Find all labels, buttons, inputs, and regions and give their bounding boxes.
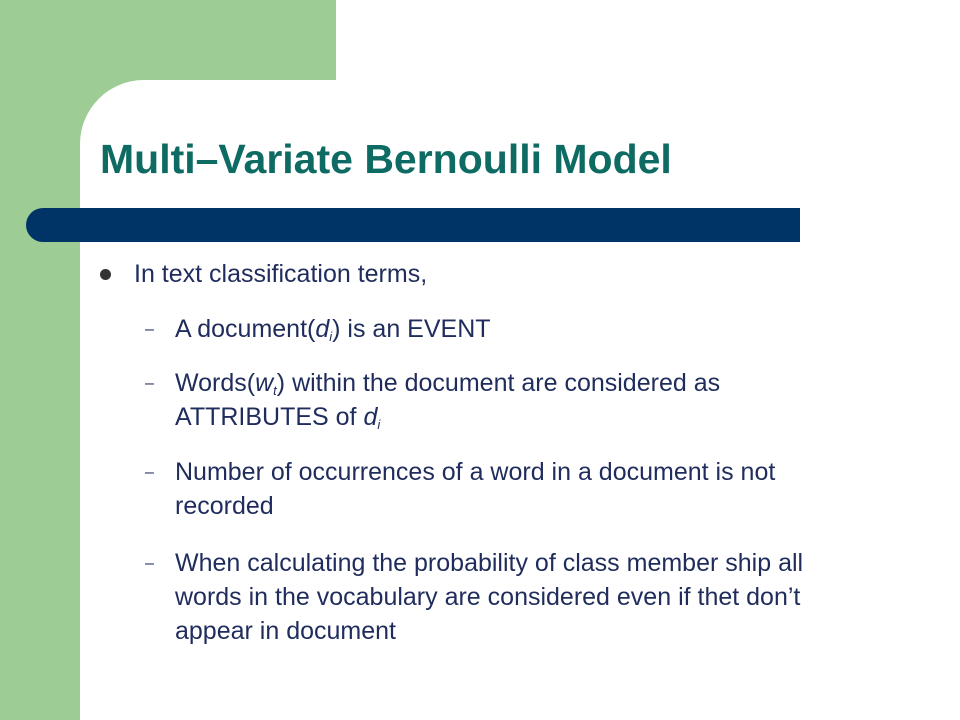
math-variable: w — [255, 369, 274, 397]
math-variable: d — [315, 315, 330, 343]
text-segment: Words( — [175, 369, 256, 397]
title-underline-bar — [26, 208, 800, 242]
sub-item-words-attributes — [145, 366, 865, 434]
math-subscript: t — [273, 383, 277, 398]
slide-title: Multi–Variate Bernoulli Model — [100, 136, 672, 182]
dash-marker: – — [145, 555, 154, 572]
sub-item-text — [175, 366, 865, 434]
math-subscript: i — [377, 417, 381, 432]
math-variable: d — [363, 403, 378, 431]
dash-marker: – — [145, 321, 154, 338]
text-segment: ) within the document are considered as ATTRIBUTES of — [175, 369, 721, 431]
text-segment: A document( — [175, 315, 316, 343]
bullet-dot-icon — [100, 269, 111, 280]
sub-item-document-event — [145, 312, 865, 346]
text-segment: ) is an EVENT — [332, 315, 491, 343]
math-subscript: i — [329, 329, 333, 344]
sub-item-text: Number of occurrences of a word in a document is not recorded — [175, 458, 776, 520]
dash-marker: – — [145, 464, 154, 481]
dash-marker: – — [145, 375, 154, 392]
bullet-item — [100, 256, 427, 292]
bullet-text: In text classification terms, — [134, 260, 428, 288]
sub-item-text: When calculating the probability of class member ship all words in the vocabulary are considered even if thet don’t appear in document — [175, 549, 804, 645]
sub-item-probability — [145, 546, 865, 648]
sub-item-text — [175, 312, 865, 346]
sub-item-occurrences — [145, 455, 865, 523]
